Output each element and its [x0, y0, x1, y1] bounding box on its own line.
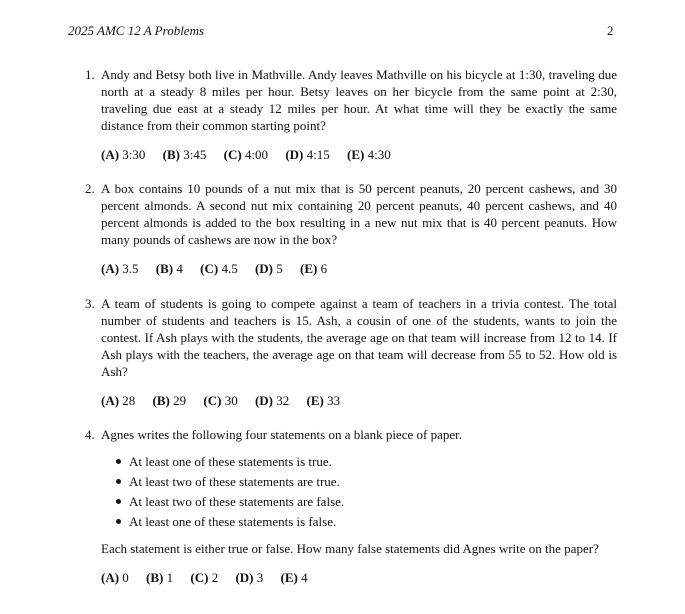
bullet-icon	[116, 519, 121, 524]
problem-text: Agnes writes the following four statements on a blank piece of paper.	[101, 427, 463, 442]
choice-value: 2	[211, 570, 219, 585]
problem-number: 3.	[85, 296, 95, 311]
choice-e	[347, 146, 391, 163]
problem-2	[85, 180, 617, 277]
list-item	[101, 452, 617, 472]
choice-label: (E)	[280, 570, 298, 585]
choice-label: (D)	[254, 261, 273, 276]
problem-number: 1.	[85, 67, 95, 82]
choice-c	[224, 146, 268, 163]
answer-choices	[101, 146, 617, 163]
choice-a	[101, 260, 139, 277]
choice-label: (D)	[254, 393, 273, 408]
bullet-icon	[116, 499, 121, 504]
choice-label: (E)	[346, 147, 365, 162]
statement-text: At least two of these statements are true.	[129, 474, 340, 489]
choice-value: 4:15	[306, 147, 330, 162]
choice-label: (C)	[200, 261, 219, 276]
choice-value: 5	[276, 261, 283, 276]
choice-label: (C)	[223, 147, 242, 162]
list-item	[101, 472, 617, 492]
choice-a	[101, 392, 135, 409]
list-item	[101, 492, 617, 512]
problem-text: Andy and Betsy both live in Mathville. Andy leaves Mathville on his bicycle at 1:30, traveling due north at a steady 8 miles per hour. Betsy leaves on her bicycle from the same point at 2:30, traveling due east at a steady 12 miles per hour. At what time will they be exactly the same distance from their common starting point?	[101, 67, 617, 133]
problem-number: 4.	[85, 427, 95, 442]
choice-value: 0	[122, 570, 129, 585]
choice-value: 33	[327, 393, 341, 408]
choice-b	[146, 569, 173, 586]
choice-label: (C)	[203, 393, 222, 408]
problem-1	[85, 66, 617, 163]
choice-a	[101, 146, 145, 163]
choice-value: 1	[166, 570, 174, 585]
choice-b	[163, 146, 207, 163]
choice-value: 3:45	[183, 147, 207, 162]
statement-text: At least two of these statements are false.	[129, 494, 345, 509]
document-header-title: 2025 AMC 12 A Problems	[68, 23, 205, 38]
choice-e	[306, 392, 340, 409]
choice-c	[203, 392, 237, 409]
bullet-icon	[116, 479, 121, 484]
answer-choices	[101, 569, 617, 586]
choice-d	[255, 260, 283, 277]
choice-label: (A)	[101, 261, 120, 276]
choice-label: (B)	[155, 261, 174, 276]
choice-label: (A)	[101, 570, 120, 585]
problem-text: A team of students is going to compete against a team of teachers in a trivia contest. The total number of students and teachers is 15. Ash, a cousin of one of the students, wants to join the contest. If Ash plays with the students, the average age on that team will increase from 12 to 14. If Ash plays with the teachers, the average age on that team will decrease from 55 to 52. How old is Ash?	[101, 296, 617, 379]
choice-value: 29	[173, 393, 187, 408]
choice-b	[153, 392, 187, 409]
choice-value: 4	[176, 261, 183, 276]
choice-label: (C)	[190, 570, 209, 585]
choice-e	[280, 569, 307, 586]
problem-3	[85, 295, 617, 409]
list-item	[101, 512, 617, 532]
choice-value: 4:00	[244, 147, 269, 162]
choice-c	[200, 260, 238, 277]
choice-label: (D)	[235, 570, 254, 585]
choice-value: 28	[122, 393, 136, 408]
statement-list	[101, 452, 617, 532]
choice-value: 3.5	[122, 261, 139, 276]
page-number: 2	[607, 23, 614, 38]
choice-value: 3:30	[122, 147, 146, 162]
answer-choices	[101, 260, 617, 277]
choice-label: (E)	[306, 393, 324, 408]
statement-text: At least one of these statements is false.	[129, 514, 337, 529]
choice-d	[235, 569, 263, 586]
choice-label: (E)	[299, 261, 318, 276]
choice-value: 6	[320, 261, 328, 276]
choice-value: 30	[224, 393, 238, 408]
choice-value: 32	[276, 393, 290, 408]
choice-label: (A)	[101, 147, 120, 162]
choice-e	[300, 260, 327, 277]
choice-value: 3	[256, 570, 264, 585]
choice-b	[156, 260, 183, 277]
problem-number: 2.	[85, 181, 95, 196]
problem-4	[85, 426, 617, 586]
choice-label: (B)	[152, 393, 170, 408]
answer-choices	[101, 392, 617, 409]
problem-closing-text: Each statement is either true or false. How many false statements did Agnes write on the paper?	[101, 541, 599, 556]
choice-value: 4	[301, 570, 308, 585]
choice-label: (B)	[146, 570, 164, 585]
choice-d	[255, 392, 289, 409]
choice-label: (D)	[285, 147, 304, 162]
statement-text: At least one of these statements is true.	[129, 454, 332, 469]
choice-value: 4:30	[367, 147, 391, 162]
choice-label: (B)	[162, 147, 181, 162]
choice-label: (A)	[101, 393, 120, 408]
choice-value: 4.5	[221, 261, 238, 276]
problem-text: A box contains 10 pounds of a nut mix that is 50 percent peanuts, 20 percent cashews, and 30 percent almonds. A second nut mix containing 20 percent peanuts, 40 percent cashews, and 40 percent almonds is added to the box resulting in a new nut mix that is 40 percent peanuts. How many pounds of cashews are now in the box?	[101, 181, 617, 247]
choice-c	[190, 569, 218, 586]
choice-d	[285, 146, 329, 163]
bullet-icon	[116, 459, 121, 464]
choice-a	[101, 569, 129, 586]
